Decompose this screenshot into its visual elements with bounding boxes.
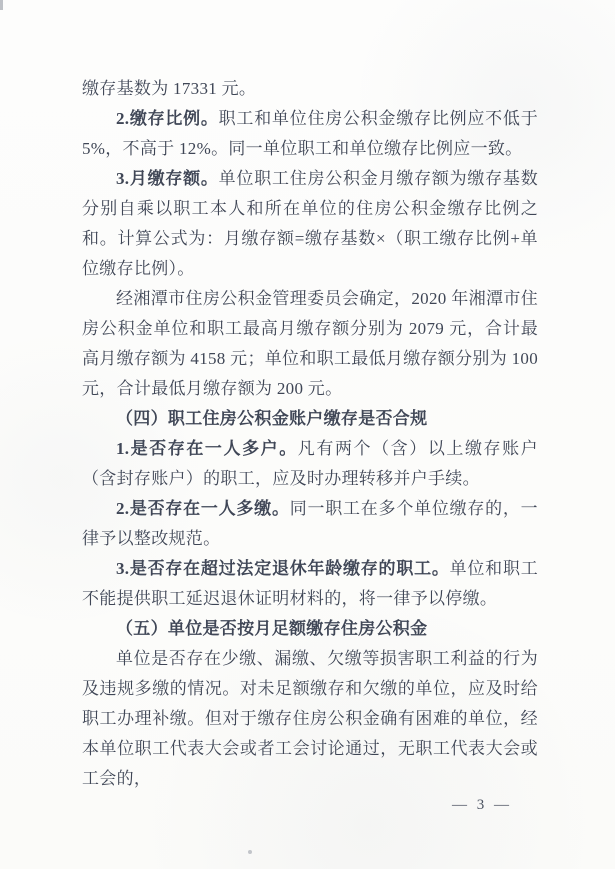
heading-text: （五）单位是否按月足额缴存住房公积金 (116, 619, 428, 638)
paragraph-lead: 3.月缴存额。 (116, 169, 219, 188)
heading-text: （四）职工住房公积金账户缴存是否合规 (116, 409, 428, 428)
paragraph-text: 单位职工住房公积金月缴存额为缴存基数分别自乘以职工本人和所在单位的住房公积金缴存比例之和。计算公式为：月缴存额=缴存基数×（职工缴存比例+单位缴存比例）。 (82, 169, 538, 278)
paragraph-item-multiple-payments (82, 494, 538, 554)
paragraph-lead: 2.是否存在一人多缴。 (116, 499, 290, 518)
paragraph-text: 同一职工在多个单位缴存的，一律予以整改规范。 (82, 499, 538, 548)
scan-corner-mark (0, 0, 3, 10)
paragraph-text: 单位是否存在少缴、漏缴、欠缴等损害职工利益的行为及违规多缴的情况。对未足额缴存和欠缴的单位，应及时给职工办理补缴。但对于缴存住房公积金确有困难的单位，经本单位职工代表大会或者工会讨论通过，无职工代表大会或工会的， (82, 649, 538, 788)
section-heading-five (82, 614, 538, 644)
paragraph-item-retirement-age (82, 554, 538, 614)
section-heading-four (82, 404, 538, 434)
paragraph-item-deposit-ratio (82, 104, 538, 164)
page-number: — 3 — (452, 797, 512, 813)
paragraph-limits (82, 284, 538, 404)
paragraph-lead: 3.是否存在超过法定退休年龄缴存的职工。 (116, 559, 450, 578)
paragraph-underpayment (82, 644, 538, 794)
paragraph-lead: 2.缴存比例。 (116, 109, 219, 128)
paragraph-lead: 1.是否存在一人多户。 (116, 439, 298, 458)
paragraph-text: 缴存基数为 17331 元。 (82, 79, 257, 98)
document-body (82, 74, 538, 794)
paragraph-continuation (82, 74, 538, 104)
paragraph-item-monthly-amount (82, 164, 538, 284)
paragraph-text: 凡有两个（含）以上缴存账户（含封存账户）的职工，应及时办理转移并户手续。 (82, 439, 538, 488)
scan-speck (248, 850, 252, 854)
paragraph-text: 经湘潭市住房公积金管理委员会确定，2020 年湘潭市住房公积金单位和职工最高月缴存额分别为 2079 元，合计最高月缴存额为 4158 元；单位和职工最低月缴存额分别为 100 元，合计最低月缴存额为 200 元。 (82, 289, 538, 398)
paragraph-text: 职工和单位住房公积金缴存比例应不低于 5%，不高于 12%。同一单位职工和单位缴存比例应一致。 (82, 109, 538, 158)
paragraph-item-multiple-accounts (82, 434, 538, 494)
paragraph-text: 单位和职工不能提供职工延迟退休证明材料的，将一律予以停缴。 (82, 559, 539, 608)
